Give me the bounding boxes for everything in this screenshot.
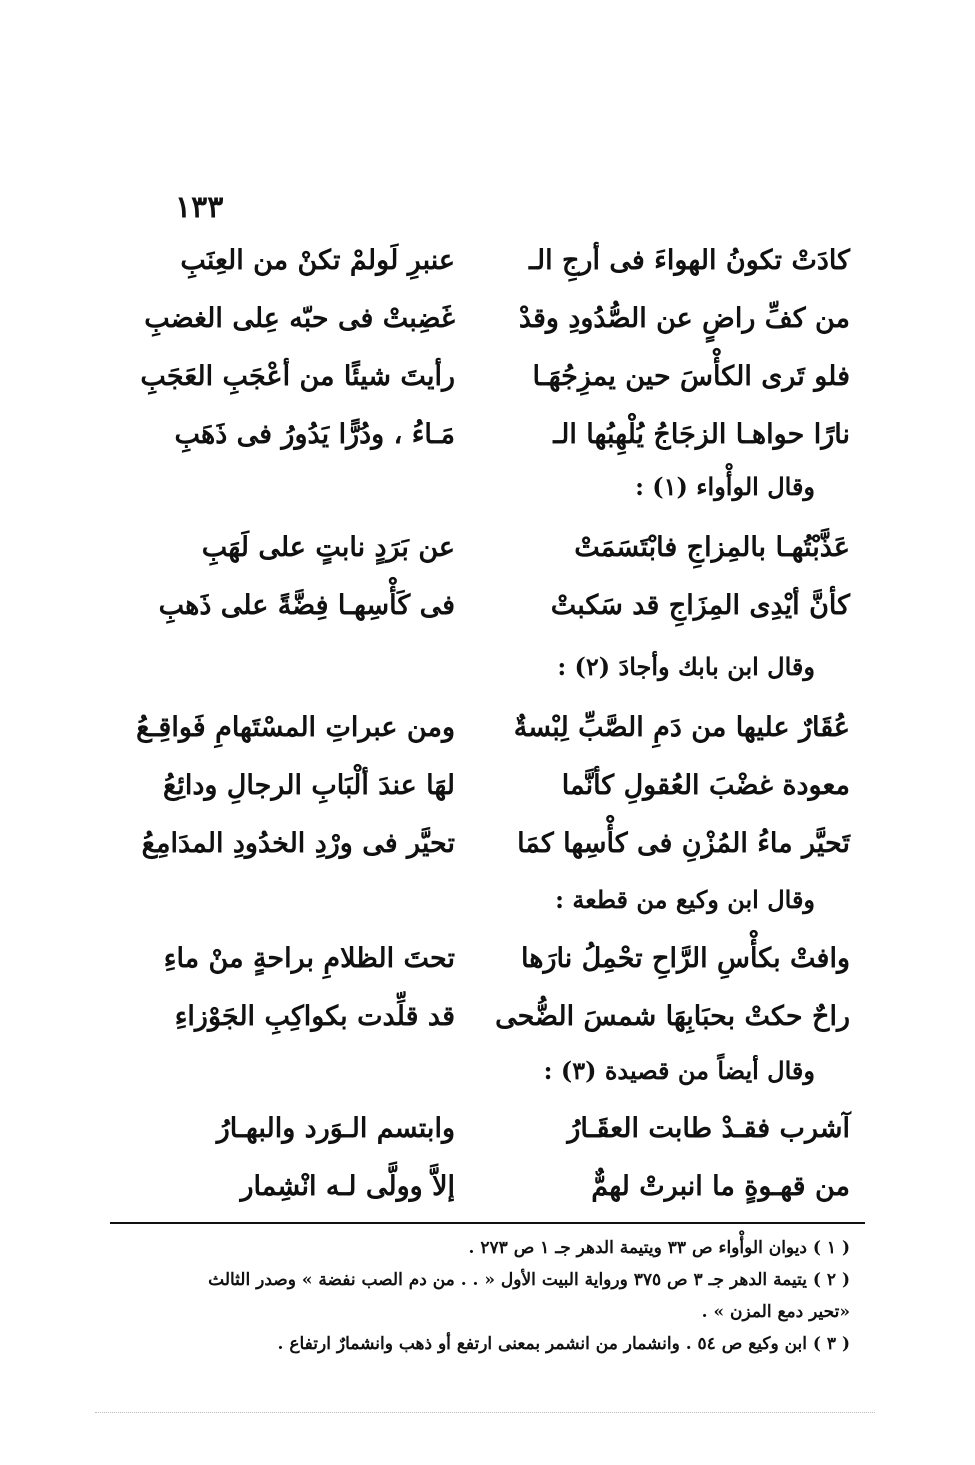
poem-intro: وقال الوأْواء (١) : — [635, 472, 815, 501]
verse-first-hemistich: معودة غضْبَ العُقولِ كأنَّما — [561, 770, 850, 801]
poem-block — [0, 712, 975, 886]
verse-second-hemistich: وابتسم الـوَرد والبهـارُ — [216, 1113, 455, 1144]
verse — [0, 590, 975, 648]
verse-first-hemistich: وافتْ بكأْسِ الرَّاحِ تحْمِلُ نارَها — [521, 943, 850, 974]
poem-block — [0, 532, 975, 648]
poem-intro: وقال أيضاً من قصيدة (٣) : — [543, 1056, 815, 1085]
verse — [0, 943, 975, 1001]
verse-second-hemistich: رأيتَ شيئًا من أعْجَبِ العَجَبِ — [140, 361, 455, 392]
footnote-divider — [110, 1222, 865, 1224]
verse-second-hemistich: قد قلِّدت بكواكِبِ الجَوْزاءِ — [174, 1001, 455, 1032]
verse-second-hemistich: عن بَرَدٍ نابتٍ على لَهَبِ — [201, 532, 455, 563]
verse-first-hemistich: من كفِّ راضٍ عن الصُّدُودِ وقدْ — [518, 303, 850, 334]
poem-intro: وقال ابن بابك وأجادَ (٢) : — [557, 652, 815, 681]
verse-second-hemistich: لهَا عندَ ألْبَابِ الرجالِ ودائِعُ — [162, 770, 455, 801]
footnote: ( ١ ) ديوان الوأْواء ص ٣٣ ويتيمة الدهر جـ ١ ص ٢٧٣ . — [468, 1238, 850, 1258]
page-number: ١٣٣ — [175, 190, 224, 225]
scan-edge-line — [95, 1412, 875, 1413]
verse — [0, 361, 975, 419]
verse-second-hemistich: تحيَّر فى ورْدِ الخدُودِ المدَامِعُ — [141, 828, 455, 859]
verse — [0, 1171, 975, 1229]
verse-second-hemistich: فى كَأْسِهـا فِضَّةً على ذَهبِ — [158, 590, 455, 621]
verse-first-hemistich: تَحيَّر ماءُ المُزْنِ فى كأْسِها كمَا — [517, 828, 850, 859]
verse-first-hemistich: نارًا حواهـا الزجَاجُ يُلْهِبُها الـ — [553, 419, 850, 450]
footnotes — [150, 1232, 850, 1360]
poem-block — [0, 1113, 975, 1229]
verse-first-hemistich: كادَتْ تكونُ الهواءَ فى أرجِ الـ — [528, 245, 850, 276]
footnote: ( ٢ ) يتيمة الدهر جـ ٣ ص ٣٧٥ ورواية البيت الأول « . . من دم الصب نفضة » وصدر الثالث — [208, 1270, 850, 1290]
footnote-continuation: «تحير دمع المزن » . — [701, 1302, 850, 1322]
verse-second-hemistich: تحتَ الظلامِ براحةٍ منْ ماءِ — [163, 943, 455, 974]
verse — [0, 419, 975, 477]
poem-intro: وقال ابن وكيع من قطعة : — [555, 885, 815, 914]
verse — [0, 303, 975, 361]
verse — [0, 1001, 975, 1059]
verse-second-hemistich: غَضِبتْ فى حبّه عِلى الغضبِ — [144, 303, 455, 334]
verse-first-hemistich: عَذَّبْتُهـا بالمِزاجِ فابْتَسَمَتْ — [574, 532, 850, 563]
verse-first-hemistich: من قهـوةٍ ما انبرتْ لهمٌّ — [591, 1171, 850, 1202]
verse-second-hemistich: مَـاءُ ، ودُرًّا يَدُورُ فى ذَهَبِ — [174, 419, 455, 450]
verse — [0, 245, 975, 303]
verse-second-hemistich: إلاَّ وولَّى لـه انْشِمار — [240, 1171, 455, 1202]
verse-second-hemistich: عنبرِ لَولمْ تكنْ من العِنَبِ — [180, 245, 455, 276]
poem-block — [0, 245, 975, 477]
verse-first-hemistich: فلو تَرى الكأْسَ حين يمزِجُهَـا — [532, 361, 850, 392]
verse-first-hemistich: آشرب فقـدْ طابت العقَـارُ — [567, 1113, 850, 1144]
verse-first-hemistich: كأنَّ أيْدِى المِزَاجِ قد سَكبتْ — [550, 590, 850, 621]
poem-block — [0, 943, 975, 1059]
verse — [0, 770, 975, 828]
verse — [0, 532, 975, 590]
verse-first-hemistich: عُقَارٌ عليها من دَمِ الصَّبِّ لِبْسةٌ — [513, 712, 850, 743]
verse — [0, 1113, 975, 1171]
verse — [0, 828, 975, 886]
verse-first-hemistich: راحٌ حكتْ بحبَابِهَا شمسَ الضُّحى — [495, 1001, 850, 1032]
verse — [0, 712, 975, 770]
footnote: ( ٣ ) ابن وكيع ص ٥٤ . وانشمار من انشمر بمعنى ارتفع أو ذهب وانشمارٌ ارتفاع . — [277, 1334, 850, 1354]
verse-second-hemistich: ومن عبراتِ المسْتَهامِ فَواقِـعُ — [136, 712, 455, 743]
